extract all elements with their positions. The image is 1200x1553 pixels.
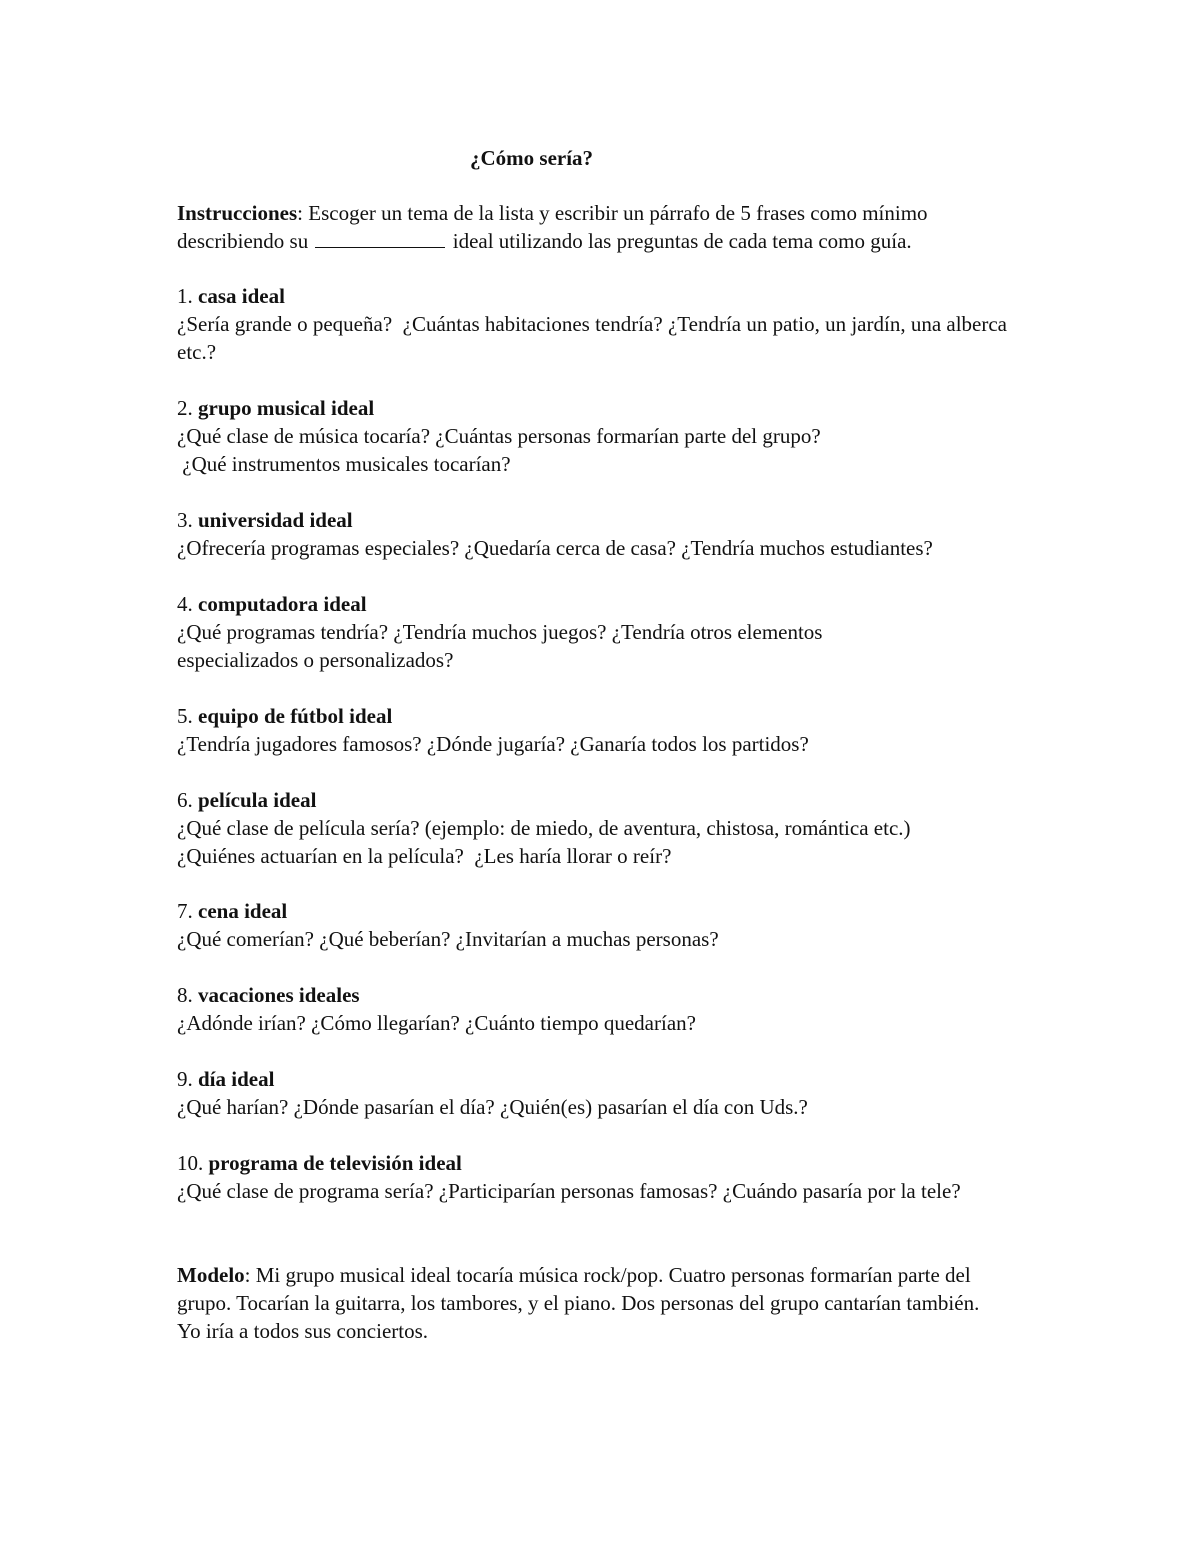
topic-heading xyxy=(177,1065,1037,1093)
topic-name: película ideal xyxy=(198,788,317,812)
topic-item xyxy=(177,1149,1037,1205)
topic-questions: ¿Qué clase de música tocaría? ¿Cuántas personas formarían parte del grupo? ¿Qué instrumentos musicales tocarían? xyxy=(177,424,821,476)
topic-questions: ¿Ofrecería programas especiales? ¿Quedaría cerca de casa? ¿Tendría muchos estudiantes? xyxy=(177,536,933,560)
topic-heading xyxy=(177,590,1037,618)
topic-heading xyxy=(177,506,1037,534)
model-label: Modelo xyxy=(177,1263,245,1287)
topic-number: 2. xyxy=(177,396,198,420)
topic-item xyxy=(177,590,1037,674)
instructions-text-before: : Escoger un tema de la lista y escribir un párrafo de 5 frases como mínimo describiendo su xyxy=(177,201,928,253)
topic-heading xyxy=(177,1149,1037,1177)
topic-number: 8. xyxy=(177,983,198,1007)
topic-questions: ¿Adónde irían? ¿Cómo llegarían? ¿Cuánto tiempo quedarían? xyxy=(177,1011,696,1035)
topic-name: casa ideal xyxy=(198,284,285,308)
topic-item xyxy=(177,394,1037,478)
topic-heading xyxy=(177,786,1037,814)
topic-questions: ¿Qué comerían? ¿Qué beberían? ¿Invitarían a muchas personas? xyxy=(177,927,719,951)
topic-questions: ¿Tendría jugadores famosos? ¿Dónde jugaría? ¿Ganaría todos los partidos? xyxy=(177,732,809,756)
topic-name: universidad ideal xyxy=(198,508,353,532)
topic-item xyxy=(177,981,1037,1037)
topic-item xyxy=(177,702,1037,758)
instructions-text-after: ideal utilizando las preguntas de cada tema como guía. xyxy=(452,229,912,253)
topic-number: 7. xyxy=(177,899,198,923)
topic-name: cena ideal xyxy=(198,899,288,923)
topic-number: 5. xyxy=(177,704,198,728)
model-paragraph xyxy=(177,1261,1007,1345)
topic-item xyxy=(177,1065,1037,1121)
topic-name: programa de televisión ideal xyxy=(208,1151,462,1175)
topic-heading xyxy=(177,394,1037,422)
topic-number: 6. xyxy=(177,788,198,812)
topic-name: equipo de fútbol ideal xyxy=(198,704,393,728)
topic-questions: ¿Qué clase de película sería? (ejemplo: de miedo, de aventura, chistosa, romántica etc.) ¿Quiénes actuarían en la película? ¿Les haría llorar o reír? xyxy=(177,816,911,868)
topic-questions: ¿Qué harían? ¿Dónde pasarían el día? ¿Quién(es) pasarían el día con Uds.? xyxy=(177,1095,808,1119)
topic-heading xyxy=(177,282,1037,310)
topic-heading xyxy=(177,897,1037,925)
topic-number: 3. xyxy=(177,508,198,532)
topic-name: vacaciones ideales xyxy=(198,983,360,1007)
topic-heading xyxy=(177,702,1037,730)
topic-questions: ¿Qué programas tendría? ¿Tendría muchos juegos? ¿Tendría otros elementos especializados o personalizados? xyxy=(177,620,823,672)
topic-item xyxy=(177,897,1037,953)
topic-heading xyxy=(177,981,1037,1009)
topic-name: día ideal xyxy=(198,1067,275,1091)
topic-number: 9. xyxy=(177,1067,198,1091)
topic-questions: ¿Sería grande o pequeña? ¿Cuántas habitaciones tendría? ¿Tendría un patio, un jardín, una alberca etc.? xyxy=(177,312,1013,364)
fill-in-blank xyxy=(315,229,445,248)
topic-questions: ¿Qué clase de programa sería? ¿Participarían personas famosas? ¿Cuándo pasaría por la tele? xyxy=(177,1179,961,1203)
topic-number: 10. xyxy=(177,1151,209,1175)
model-text: : Mi grupo musical ideal tocaría música rock/pop. Cuatro personas formarían parte del grupo. Tocarían la guitarra, los tambores, y el piano. Dos personas del grupo cantarían también. Yo iría a todos sus conciertos. xyxy=(177,1263,980,1343)
topic-number: 4. xyxy=(177,592,198,616)
topic-name: grupo musical ideal xyxy=(198,396,375,420)
instructions-label: Instrucciones xyxy=(177,201,298,225)
instructions-paragraph xyxy=(177,199,1037,255)
topic-number: 1. xyxy=(177,284,198,308)
topic-item xyxy=(177,282,1037,366)
topic-item xyxy=(177,786,1037,870)
topic-name: computadora ideal xyxy=(198,592,367,616)
page-title: ¿Cómo sería? xyxy=(470,146,594,170)
topic-item xyxy=(177,506,1037,562)
